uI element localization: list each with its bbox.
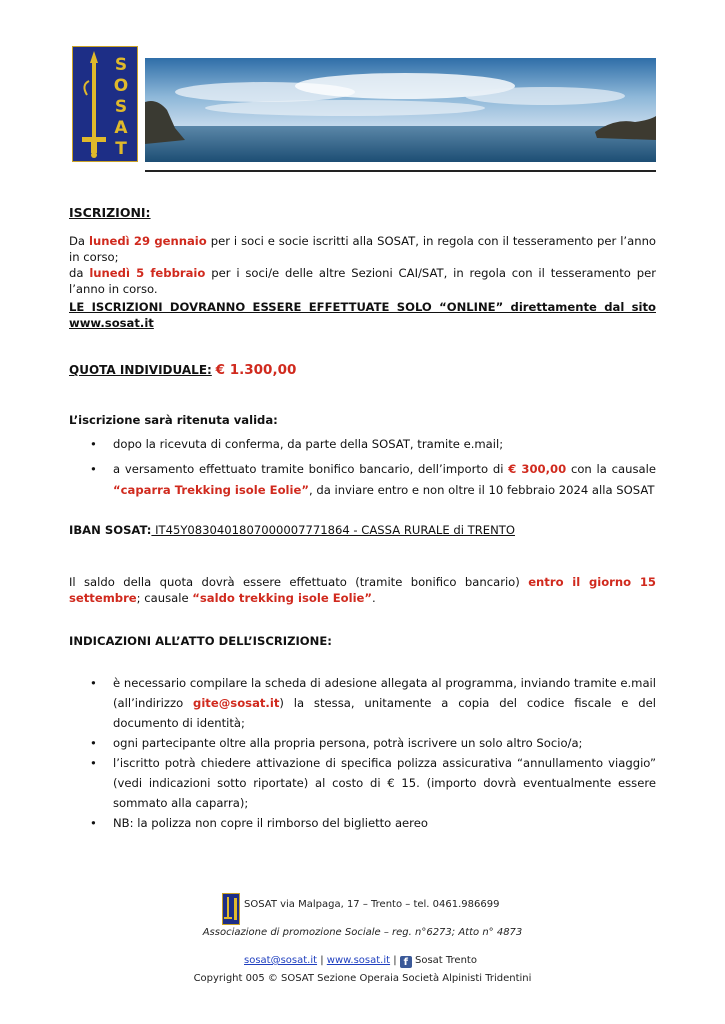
- validita-list: [69, 436, 656, 501]
- facebook-icon[interactable]: f: [400, 956, 412, 968]
- header-divider: [145, 170, 656, 172]
- indicazioni-list: [69, 673, 656, 833]
- sosat-logo: [72, 46, 138, 162]
- sea-banner-image: [145, 58, 656, 162]
- indicazioni-title: INDICAZIONI ALL’ATTO DELL’ISCRIZIONE:: [69, 634, 332, 648]
- list-item: • ogni partecipante oltre alla propria persona, potrà iscrivere un solo altro Socio/a;: [90, 736, 583, 750]
- email-link[interactable]: gite@sosat.it: [193, 696, 280, 710]
- iscrizioni-line-soci-sosat: Da lunedì 29 gennaio per i soci e socie iscritti alla SOSAT, in regola con il tesseramento per l’anno in corso;: [69, 234, 657, 264]
- footer-address: SOSAT via Malpaga, 17 – Trento – tel. 0461.986699: [244, 899, 500, 910]
- saldo-text: Il saldo della quota dovrà essere effettuato (tramite bonifico bancario) entro il giorno 15 settembre; causale “saldo trekking isole Eolie”.: [69, 575, 656, 605]
- iban-line: IBAN SOSAT: IT45Y0830401807000007771864 - CASSA RURALE di TRENTO: [69, 523, 515, 537]
- sword-icon: [223, 894, 239, 924]
- list-item: • è necessario compilare la scheda di adesione allegata al programma, inviando tramite e.mail (all’indirizzo gite@sosat.it) la stessa, unitamente a copia del codice fiscale e del documento di identità;: [90, 676, 656, 730]
- footer-email-link[interactable]: sosat@sosat.it: [244, 955, 318, 966]
- list-item: • dopo la ricevuta di conferma, da parte della SOSAT, tramite e.mail;: [90, 437, 504, 451]
- footer-association: Associazione di promozione Sociale – reg. n°6273; Atto n° 4873: [202, 927, 523, 938]
- validita-title: L’iscrizione sarà ritenuta valida:: [69, 413, 278, 427]
- logo-letters: S O S A T: [113, 55, 129, 159]
- online-notice: LE ISCRIZIONI DOVRANNO ESSERE EFFETTUATE SOLO “ONLINE” direttamente dal sito www.sosat.it: [69, 300, 656, 330]
- footer-facebook-label: Sosat Trento: [414, 955, 477, 966]
- iscrizioni-dates: [69, 233, 656, 297]
- footer-website-link[interactable]: www.sosat.it: [326, 955, 391, 966]
- footer-copyright: Copyright 005 © SOSAT Sezione Operaia Società Alpinisti Tridentini: [193, 973, 532, 984]
- sword-icon: [79, 51, 109, 159]
- iscrizioni-line-altre-sezioni: da lunedì 5 febbraio per i soci/e delle altre Sezioni CAI/SAT, in regola con il tesseramento per l’anno in corso.: [69, 266, 656, 296]
- footer-links: sosat@sosat.it | www.sosat.it | f Sosat Trento: [244, 955, 477, 968]
- list-item: • NB: la polizza non copre il rimborso del biglietto aereo: [90, 816, 428, 830]
- footer-logo: [222, 893, 240, 925]
- list-item: • l’iscritto potrà chiedere attivazione di specifica polizza assicurativa “annullamento viaggio” (vedi indicazioni sotto riportate) al costo di € 15. (importo dovrà eventualmente essere sommato alla caparra);: [90, 756, 656, 810]
- quota-individuale: QUOTA INDIVIDUALE: € 1.300,00: [69, 362, 297, 378]
- list-item: • a versamento effettuato tramite bonifico bancario, dell’importo di € 300,00 con la causale “caparra Trekking isole Eolie”, da inviare entro e non oltre il 10 febbraio 2024 alla SOSAT: [90, 462, 656, 497]
- iscrizioni-heading: ISCRIZIONI:: [69, 205, 151, 220]
